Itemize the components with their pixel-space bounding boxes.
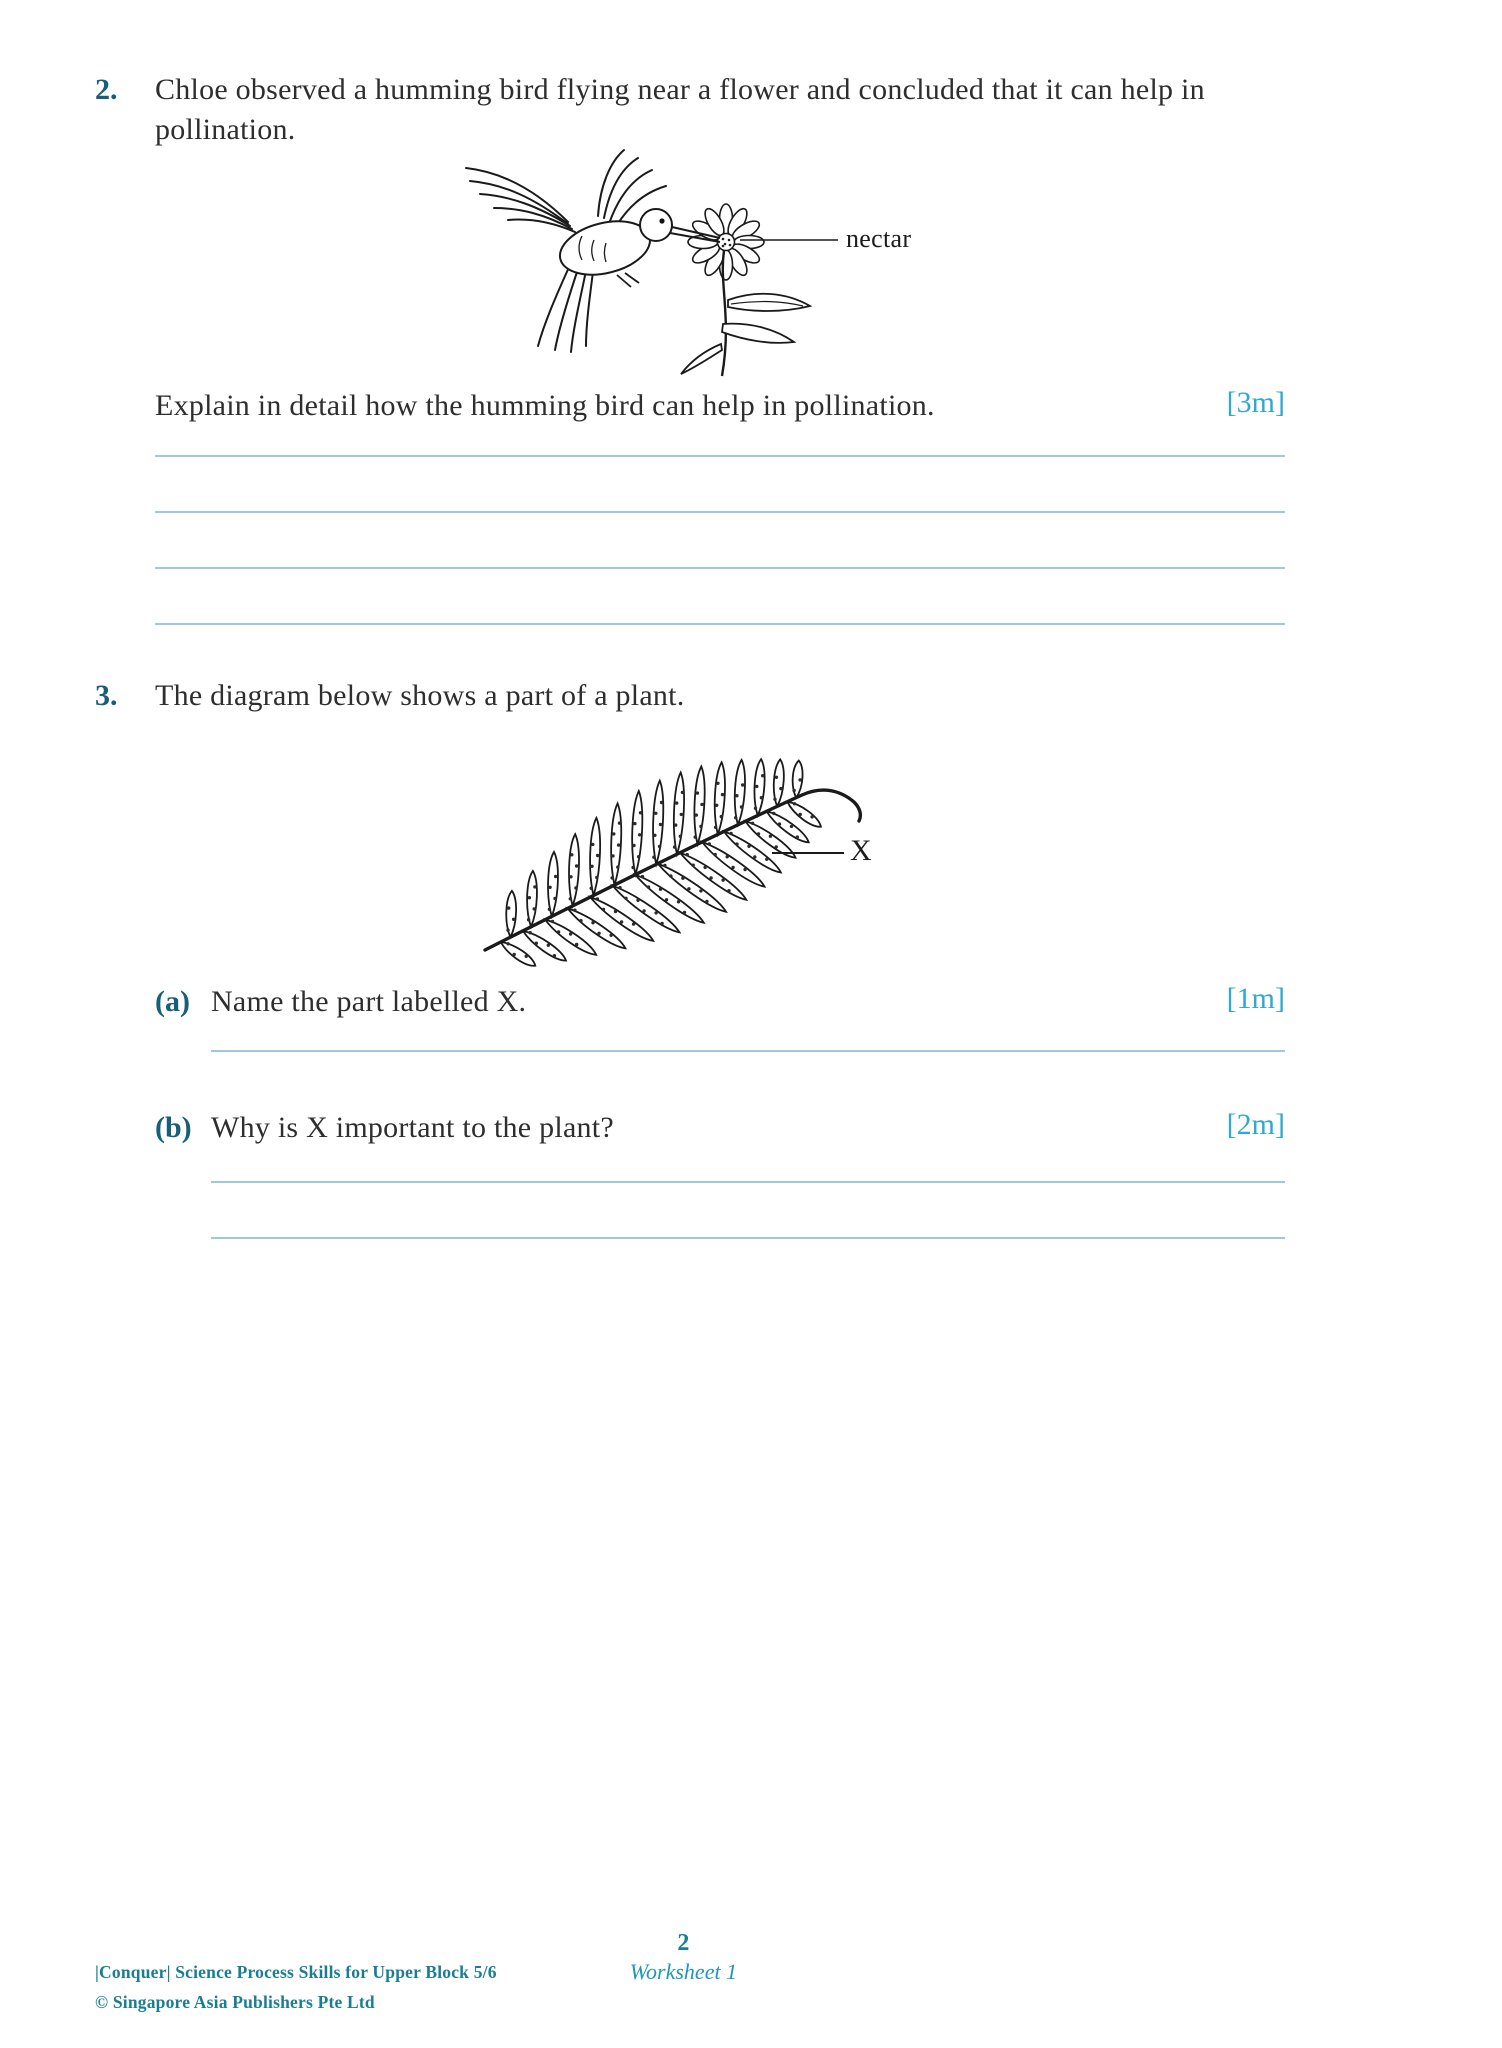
- part-a-marks: [1m]: [1226, 982, 1285, 1015]
- question-2-marks: [3m]: [1226, 386, 1285, 419]
- answer-line: [211, 1237, 1285, 1239]
- part-b-label: (b): [155, 1111, 192, 1144]
- fern-figure: [470, 735, 900, 975]
- nectar-label: nectar: [846, 224, 912, 253]
- footer-series: |Conquer| Science Process Skills for Upper Block 5/6: [95, 1962, 497, 1982]
- part-a-text: Name the part labelled X.: [211, 985, 527, 1018]
- footer-left: [95, 1958, 497, 2018]
- question-2-prompt: Explain in detail how the humming bird can help in pollination.: [155, 389, 935, 422]
- question-2: [95, 70, 1290, 150]
- part-b-marks: [2m]: [1226, 1108, 1285, 1141]
- question-2-prompt-row: [155, 386, 1285, 426]
- part-a-label: (a): [155, 985, 190, 1018]
- question-3b-row: [155, 1108, 1285, 1148]
- hummingbird-flower-illustration: [420, 148, 980, 380]
- footer-copyright: © Singapore Asia Publishers Pte Ltd: [95, 1991, 375, 2012]
- answer-line: [155, 623, 1285, 625]
- question-3-text: The diagram below shows a part of a plant.: [155, 679, 685, 712]
- worksheet-label: Worksheet 1: [629, 1959, 738, 1984]
- question-3a-row: [155, 982, 1285, 1022]
- question-2-text: Chloe observed a humming bird flying near a flower and concluded that it can help in pollination.: [155, 73, 1205, 147]
- footer-center: [630, 1930, 737, 1985]
- hummingbird-eye: [659, 218, 664, 223]
- answer-line: [155, 567, 1285, 569]
- flower-petals: [688, 204, 764, 280]
- part-b-text: Why is X important to the plant?: [211, 1111, 614, 1144]
- hummingbird-body: [554, 209, 672, 283]
- hummingbird-wings: [466, 150, 666, 232]
- page-number: 2: [677, 1930, 690, 1956]
- hummingbird-tail: [538, 265, 593, 352]
- question-2-number: 2.: [95, 73, 118, 106]
- hummingbird-feet: [617, 273, 639, 287]
- answer-line: [155, 455, 1285, 457]
- answer-line: [211, 1050, 1285, 1052]
- question-3: [95, 676, 1290, 716]
- x-label: X: [850, 834, 872, 867]
- question-3-number: 3.: [95, 679, 118, 712]
- fern-leaf-illustration: [470, 735, 900, 975]
- answer-line: [211, 1181, 1285, 1183]
- flower-leaves: [681, 294, 810, 374]
- hummingbird-flower-figure: [420, 148, 980, 380]
- answer-line: [155, 511, 1285, 513]
